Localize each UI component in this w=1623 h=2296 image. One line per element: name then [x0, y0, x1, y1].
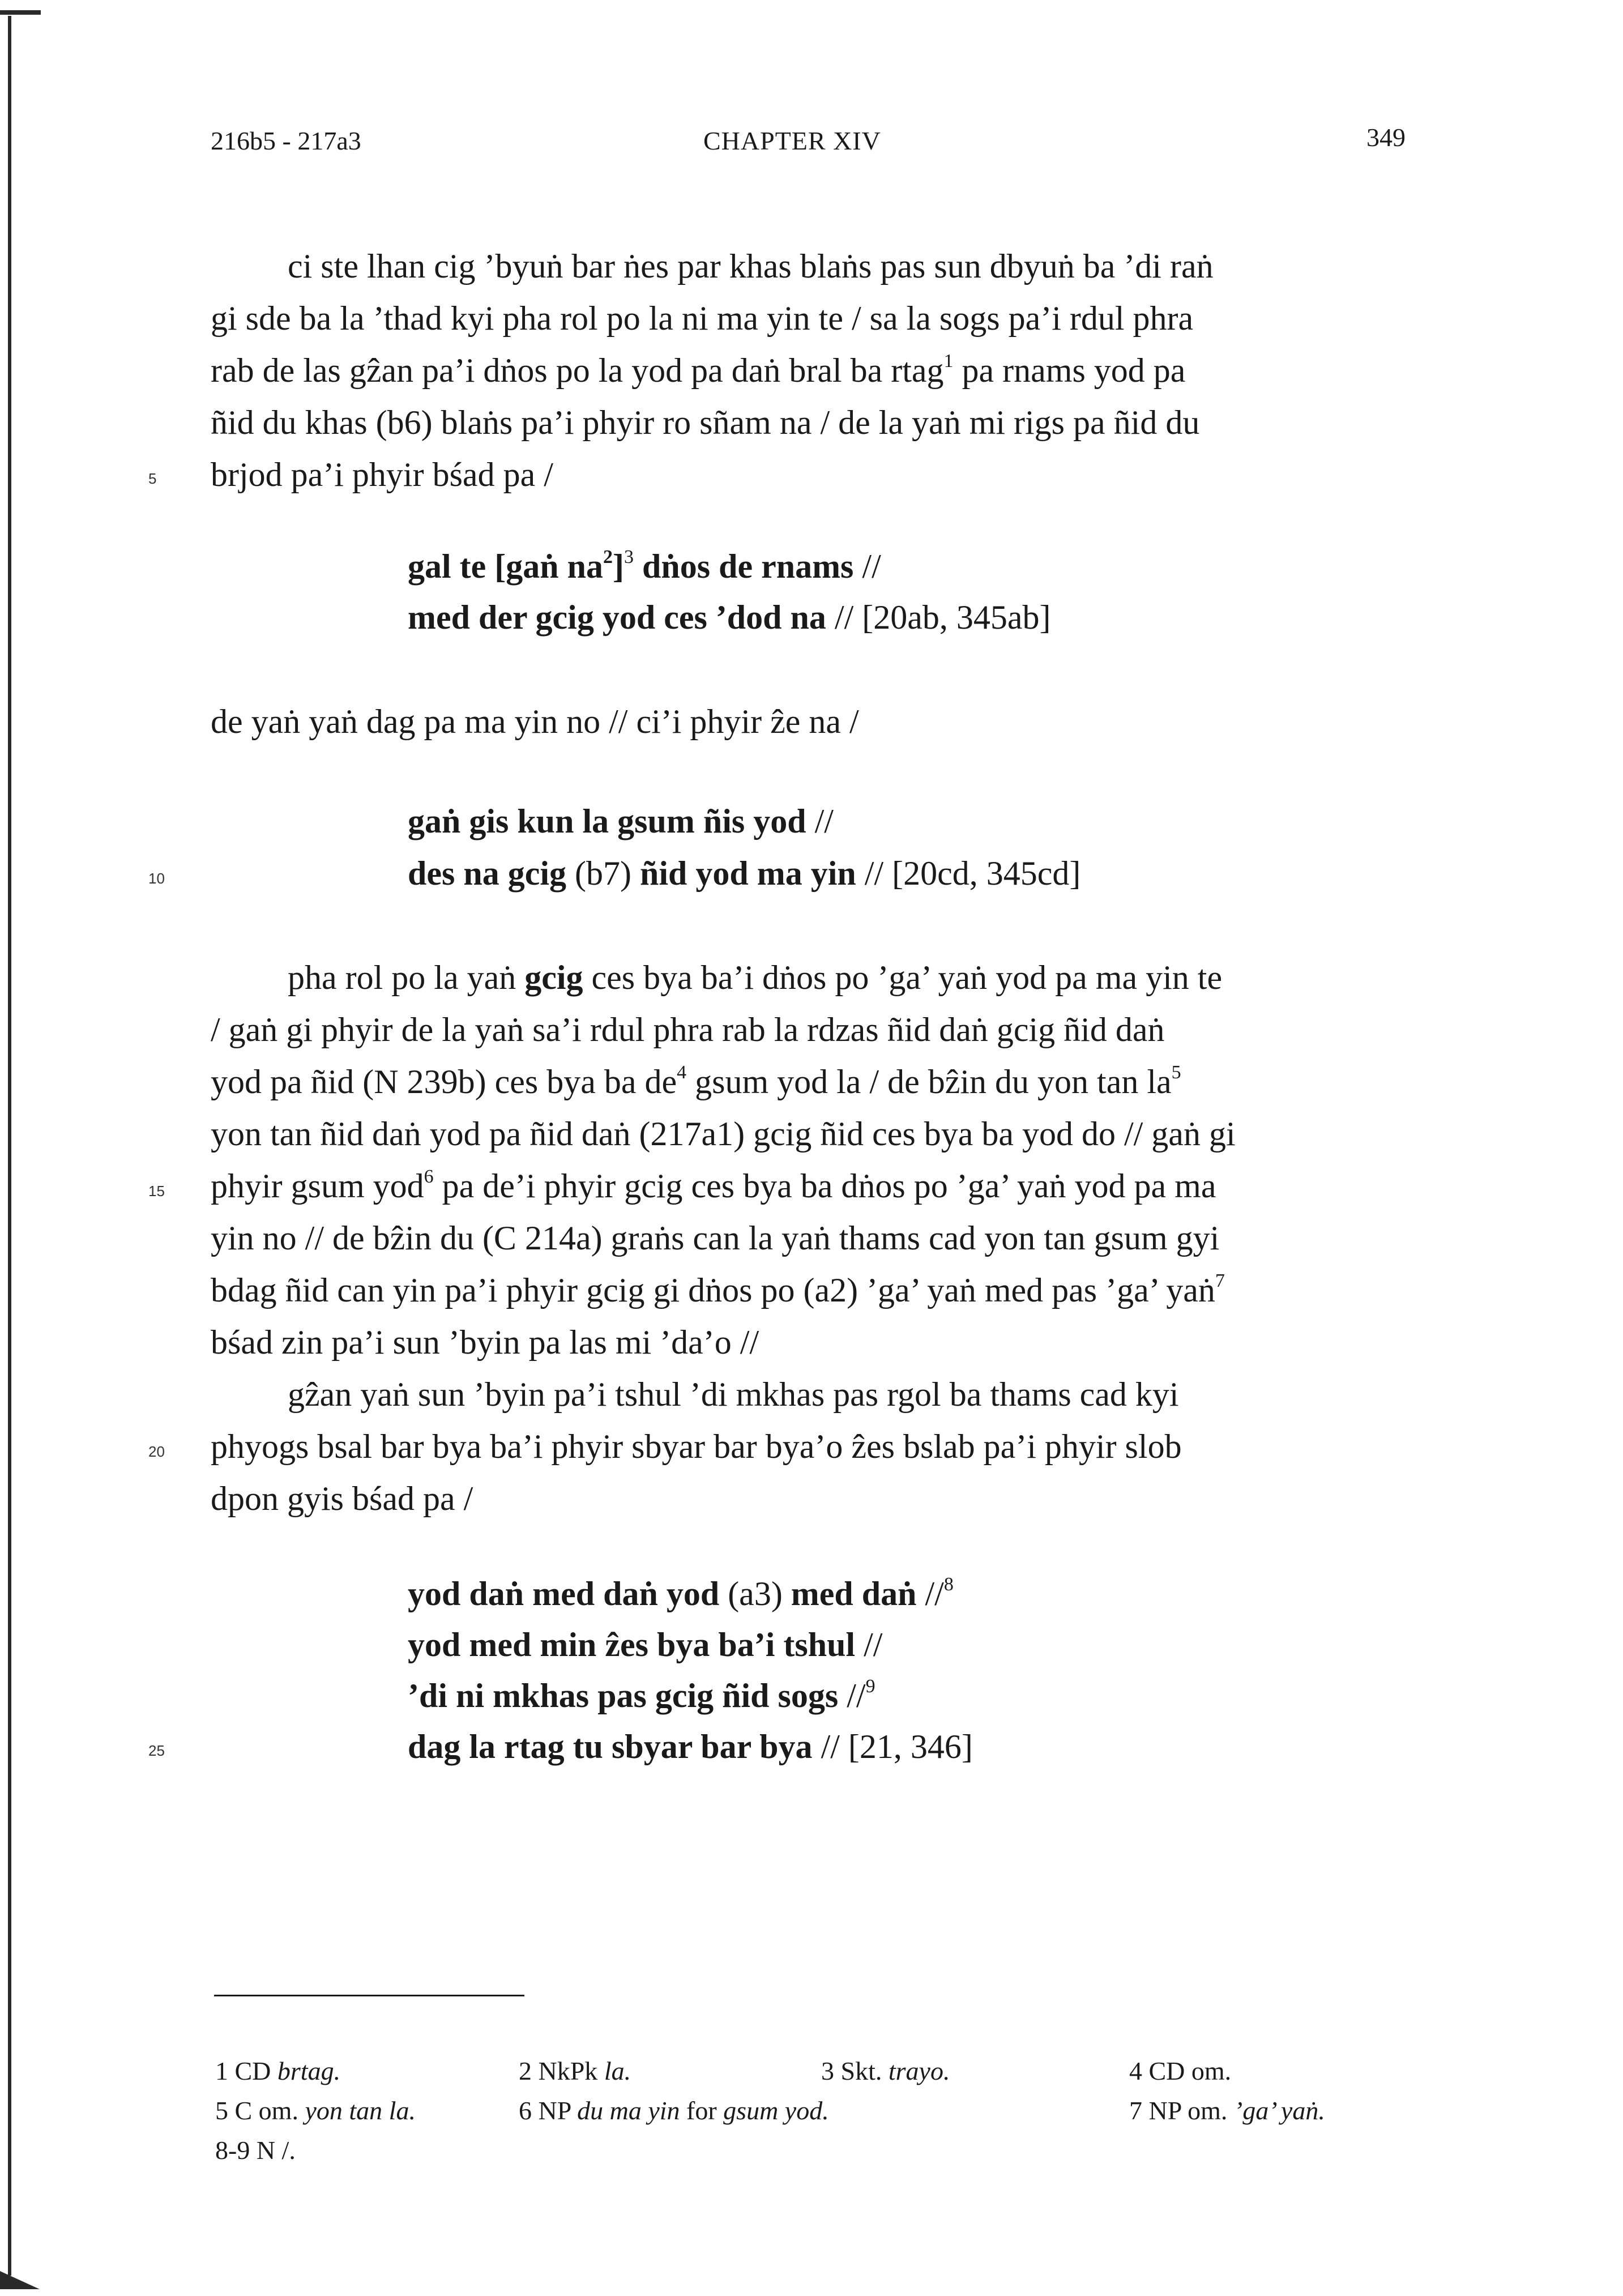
footnote-ref-1: 1 — [943, 351, 954, 372]
footnote-ref-8: 8 — [943, 1574, 954, 1595]
text-line-20: phyogs bsal bar bya ba’i phyir sbyar bar bya’o ẑes bslab pa’i phyir slob — [211, 1428, 1182, 1465]
footnote-6: 6 NP du ma yin for gsum yod. — [519, 2096, 829, 2125]
text-line-3: rab de las gẑan pa’i dṅos po la yod pa daṅ bral ba rtag$^1$ pa rnams yod pa — [211, 351, 1186, 389]
binding-bottom-mark — [0, 2271, 40, 2289]
folio-range: 216b5 - 217a3 — [211, 126, 361, 155]
footnote-ref-6: 6 — [424, 1166, 434, 1187]
text-line-19: gẑan yaṅ sun ’byin pa’i tshul ’di mkhas pas rgol ba thams cad kyi — [288, 1376, 1179, 1413]
line-number-25: 25 — [148, 1742, 165, 1759]
footnote-5: 5 C om. yon tan la. — [215, 2096, 416, 2125]
verse-line-21b: yod med min ẑes bya ba’i tshul // — [408, 1626, 883, 1663]
binding-top-mark — [0, 10, 41, 15]
text-line-8: de yaṅ yaṅ dag pa ma yin no // ci’i phyir ẑe na / — [211, 703, 859, 740]
verse-line-20d: des na gcig (b7) ñid yod ma yin // [20cd, 345cd] — [408, 855, 1081, 892]
text-line-2: gi sde ba la ’thad kyi pha rol po la ni ma yin te / sa la sogs pa’i rdul phra — [211, 300, 1194, 337]
text-line-4: ñid du khas (b6) blaṅs pa’i phyir ro sñam na / de la yaṅ mi rigs pa ñid du — [211, 404, 1200, 441]
footnote-ref-4: 4 — [677, 1062, 687, 1083]
verse-line-20b: med der gcig yod ces ’dod na // [20ab, 345ab] — [408, 599, 1051, 636]
text-line-14: yon tan ñid daṅ yod pa ñid daṅ (217a1) gcig ñid ces bya ba yod do // gaṅ gi — [211, 1115, 1236, 1153]
footnote-1: 1 CD brtag. — [215, 2056, 341, 2085]
footnote-ref-3: 3 — [623, 547, 634, 567]
line-number-20: 20 — [148, 1443, 165, 1460]
text-line-18: bśad zin pa’i sun ’byin pa las mi ’da’o // — [211, 1324, 759, 1361]
binding-line — [8, 16, 11, 2276]
text-line-13: yod pa ñid (N 239b) ces bya ba $de^4$ gsum yod la / de bẑin du yon $\tan la^5$ — [211, 1062, 1181, 1100]
line-number-15: 15 — [148, 1183, 165, 1200]
chapter-title: CHAPTER XIV — [703, 126, 881, 155]
footnote-4: 4 CD om. — [1129, 2056, 1232, 2085]
line-number-5: 5 — [148, 470, 157, 487]
verse-line-20c: gaṅ gis kun la gsum ñis yod // — [408, 803, 834, 840]
line-number-10: 10 — [148, 870, 165, 887]
verse-line-20a: gal te [gaṅ $na^2]^3$ dṅos de rnams // — [408, 547, 881, 585]
text-line-5: brjod pa’i phyir bśad pa / — [211, 456, 553, 493]
running-header — [211, 123, 1406, 165]
verse-line-21c: ’di ni mkhas pas gcig ñid sogs //$^9$ — [408, 1676, 875, 1714]
footnote-8-9: 8-9 N /. — [215, 2136, 296, 2165]
footnote-2: 2 NkPk la. — [519, 2056, 631, 2085]
page-number: 349 — [1366, 123, 1406, 152]
verse-line-21a: yod daṅ med daṅ yod (a3) med daṅ //$^8$ — [408, 1574, 954, 1612]
footnote-ref-5: 5 — [1171, 1062, 1181, 1083]
text-line-11: pha rol po la yaṅ gcig ces bya ba’i dṅos po ’ga’ yaṅ yod pa ma yin te — [288, 959, 1223, 996]
footnote-ref-7: 7 — [1215, 1270, 1225, 1291]
footnote-ref-2: 2 — [603, 547, 613, 567]
text-line-16: yin no // de bẑin du (C 214a) graṅs can la yaṅ thams cad yon tan gsum gyi — [211, 1219, 1220, 1257]
footnote-ref-9: 9 — [865, 1676, 875, 1697]
text-line-17: bdag ñid can yin pa’i phyir gcig gi dṅos po (a2) ’ga’ yaṅ med pas ’ga’ yaṅ$^7$ — [211, 1270, 1225, 1309]
verse-line-21d: dag la rtag tu sbyar bar bya // [21, 346] — [408, 1728, 973, 1765]
footnote-3: 3 Skt. trayo. — [821, 2056, 950, 2085]
text-line-12: / gaṅ gi phyir de la yaṅ sa’i rdul phra rab la rdzas ñid daṅ gcig ñid daṅ — [211, 1011, 1165, 1048]
footnote-7: 7 NP om. ’ga’ yaṅ. — [1129, 2096, 1325, 2125]
footnote-rule — [214, 1995, 524, 1996]
text-line-21: dpon gyis bśad pa / — [211, 1480, 473, 1517]
text-line-15: phyir gsum yod$^6$ pa de’i phyir gcig ces bya ba dṅos po ’ga’ yaṅ yod pa ma — [211, 1166, 1216, 1205]
text-line-1: ci ste lhan cig ’byuṅ bar ṅes par khas blaṅs pas sun dbyuṅ ba ’di raṅ — [288, 247, 1214, 285]
